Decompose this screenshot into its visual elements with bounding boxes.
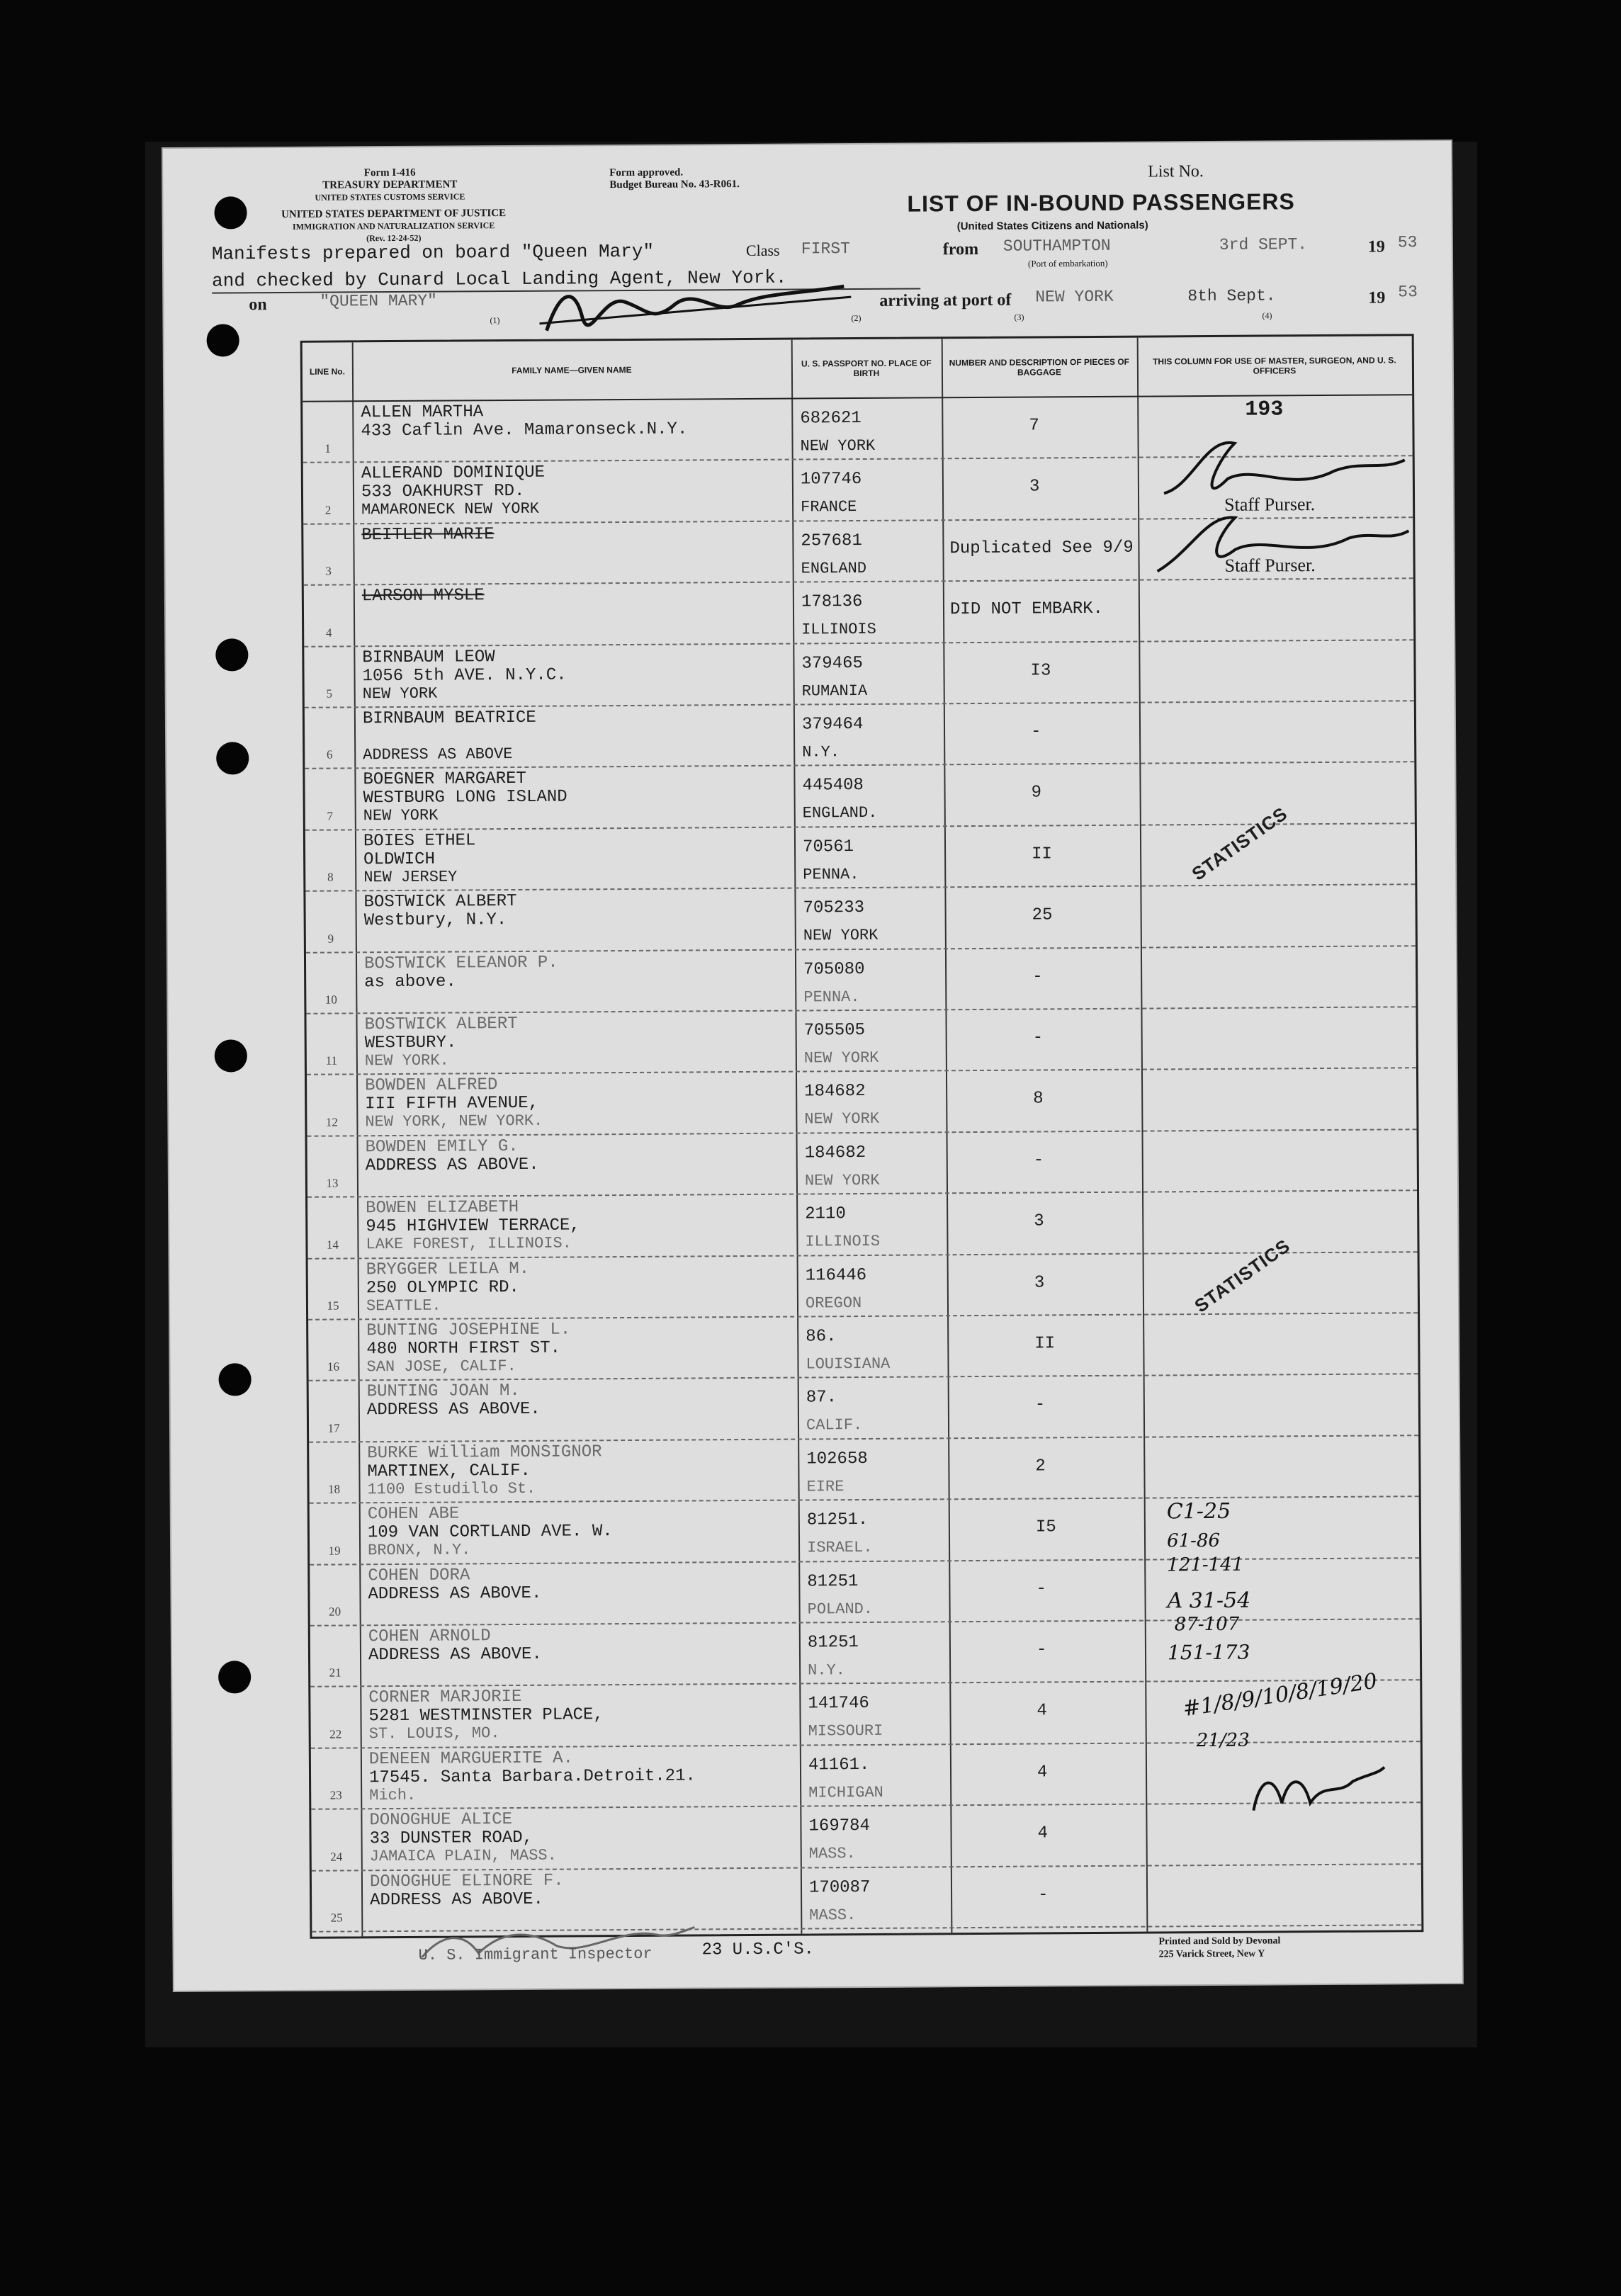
passport-number: 705505	[803, 1020, 866, 1041]
table-row-divider	[307, 1068, 1416, 1076]
passenger-address-1: ADDRESS AS ABOVE.	[370, 1889, 544, 1910]
staff-purser-1: Staff Purser.	[1224, 494, 1316, 515]
table-row-divider	[306, 945, 1416, 954]
passport-number: 41161.	[808, 1755, 870, 1775]
place-of-birth: NEW YORK	[803, 1048, 879, 1068]
place-of-birth: NEW YORK	[804, 1171, 880, 1190]
passenger-address-2: SEATTLE.	[366, 1296, 441, 1315]
year-prefix-2: 19	[1368, 288, 1386, 307]
revision: (Rev. 12-24-52)	[366, 232, 422, 244]
passport-number: 81251	[807, 1633, 859, 1653]
place-of-birth: CALIF.	[806, 1416, 863, 1435]
table-row-divider	[304, 577, 1413, 586]
baggage-count: 3	[1034, 1211, 1044, 1231]
passenger-address-1: 1056 5th AVE. N.Y.C.	[362, 665, 567, 686]
row-line-number: 16	[327, 1359, 340, 1374]
row-line-number: 18	[328, 1482, 341, 1496]
form-header-treasury	[298, 166, 482, 204]
passport-number: 102658	[806, 1449, 868, 1469]
printer-line-1: Printed and Sold by Devonal	[1158, 1935, 1281, 1947]
row-line-number: 25	[330, 1911, 343, 1925]
passport-number: 178136	[801, 592, 863, 612]
punch-hole	[218, 1661, 251, 1693]
year-prefix-1: 19	[1367, 237, 1385, 256]
row-line-number: 10	[324, 993, 337, 1007]
table-row-divider	[304, 639, 1413, 647]
row-line-number: 17	[327, 1421, 340, 1435]
passenger-address-2: NEW YORK	[362, 684, 438, 703]
passenger-address-1: OLDWICH	[363, 849, 436, 870]
customs-service: UNITED STATES CUSTOMS SERVICE	[315, 191, 465, 203]
port-caption: (Port of embarkation)	[1027, 257, 1108, 269]
form-header-justice	[281, 208, 507, 245]
page-title: LIST OF IN-BOUND PASSENGERS	[907, 188, 1295, 217]
row-line-number: 19	[328, 1544, 341, 1558]
budget-bureau: Budget Bureau No. 43-R061.	[609, 179, 740, 191]
passport-number: 86.	[806, 1327, 837, 1347]
passenger-name: BOIES ETHEL	[363, 831, 476, 852]
baggage-count: II	[1032, 844, 1053, 864]
caption-4: (4)	[1262, 310, 1272, 321]
baggage-count: -	[1030, 722, 1041, 742]
passenger-name: BOSTWICK ALBERT	[363, 892, 517, 912]
row-line-number: 5	[326, 686, 333, 701]
passenger-name: BEITLER MARIE	[361, 524, 495, 545]
table-row-divider	[307, 1189, 1417, 1198]
passenger-name: LARSON MYSLE	[361, 586, 485, 606]
manifest-line-1: Manifests prepared on board "Queen Mary"	[211, 240, 655, 265]
place-of-birth: N.Y.	[808, 1661, 846, 1680]
row-line-number: 22	[329, 1727, 342, 1741]
baggage-count: Duplicated See 9/9	[949, 538, 1134, 559]
baggage-count: 4	[1037, 1763, 1048, 1782]
row-line-number: 20	[329, 1605, 341, 1619]
table-row-divider	[310, 1557, 1419, 1566]
place-of-birth: ENGLAND	[801, 559, 867, 578]
passenger-address-2: ST. LOUIS, MO.	[368, 1724, 500, 1743]
passenger-address-2: NEW JERSEY	[363, 868, 458, 887]
passport-number: 116446	[805, 1265, 867, 1286]
place-of-birth: MASS.	[809, 1906, 857, 1925]
passenger-name: DENEEN MARGUERITE A.	[368, 1748, 574, 1770]
vessel-name: "QUEEN MARY"	[320, 291, 438, 311]
place-of-birth: MISSOURI	[808, 1722, 883, 1741]
baggage-count: 7	[1029, 416, 1039, 436]
passenger-name: BUNTING JOAN M.	[366, 1381, 520, 1402]
table-row-divider	[310, 1618, 1420, 1627]
passenger-table	[300, 334, 1424, 1939]
row-line-number: 12	[325, 1115, 338, 1129]
caption-3: (3)	[1014, 312, 1024, 322]
caption-2: (2)	[851, 312, 862, 324]
place-of-birth: RUMANIA	[801, 682, 868, 701]
place-of-birth: NEW YORK	[803, 927, 879, 945]
baggage-count: 4	[1037, 1823, 1049, 1843]
col-officers: THIS COLUMN FOR USE OF MASTER, SURGEON, AND U. S. OFFICERS	[1153, 355, 1396, 376]
row-line-number: 4	[325, 626, 332, 640]
officer-initials	[1246, 1753, 1389, 1817]
baggage-count: DID NOT EMBARK.	[949, 599, 1104, 620]
passenger-name: ALLERAND DOMINIQUE	[361, 463, 546, 484]
handwritten-sheets: #1/8/9/10/8/19/20	[1181, 1668, 1379, 1722]
baggage-count: -	[1033, 1150, 1044, 1170]
baggage-count: 8	[1033, 1089, 1044, 1109]
passenger-address-2: SAN JOSE, CALIF.	[366, 1357, 516, 1376]
table-row-divider	[306, 1006, 1416, 1014]
passenger-address-1: ADDRESS AS ABOVE.	[366, 1400, 541, 1420]
passenger-name: BOEGNER MARGARET	[363, 769, 526, 790]
passenger-name: BOSTWICK ELEANOR P.	[363, 953, 558, 973]
passport-number: 184682	[804, 1143, 866, 1163]
passport-number: 141746	[808, 1694, 869, 1714]
col-name: FAMILY NAME—GIVEN NAME	[512, 364, 632, 375]
from-date: 3rd SEPT.	[1219, 235, 1308, 254]
passport-number: 169784	[808, 1816, 870, 1836]
passport-number: 70561	[802, 837, 854, 857]
baggage-count: 3	[1029, 477, 1040, 497]
passenger-address-1: ADDRESS AS ABOVE.	[368, 1644, 542, 1666]
passenger-name: CORNER MARJORIE	[368, 1687, 522, 1708]
statistics-stamp-1: STATISTICS	[1187, 802, 1292, 885]
punch-hole	[216, 742, 249, 774]
handwritten-range-2: 61-86	[1166, 1529, 1221, 1552]
handwritten-range-5: 87-107	[1174, 1613, 1240, 1636]
place-of-birth: N.Y.	[802, 743, 840, 762]
passenger-name: COHEN ABE	[367, 1504, 460, 1525]
passenger-name: DONOGHUE ALICE	[369, 1810, 513, 1831]
punch-hole	[207, 324, 239, 356]
passenger-address-2: MAMARONECK NEW YORK	[361, 500, 540, 519]
passport-number: 682621	[800, 408, 862, 429]
passenger-address-2: Mich.	[369, 1786, 417, 1805]
row-line-number: 6	[326, 747, 333, 762]
passenger-address-1: MARTINEX, CALIF.	[367, 1461, 531, 1482]
place-of-birth: LOUISIANA	[806, 1355, 891, 1374]
passport-number: 705080	[803, 959, 865, 980]
baggage-count: -	[1034, 1395, 1046, 1415]
col-baggage: NUMBER AND DESCRIPTION OF PIECES OF BAGGAGE	[949, 356, 1130, 378]
statistics-stamp-2: STATISTICS	[1190, 1234, 1294, 1317]
passenger-address-2: JAMAICA PLAIN, MASS.	[369, 1846, 557, 1866]
passenger-name: BIRNBAUM BEATRICE	[362, 708, 536, 729]
passenger-name: BURKE William MONSIGNOR	[367, 1442, 602, 1464]
row-line-number: 9	[327, 932, 334, 946]
passenger-name: BIRNBAUM LEOW	[362, 647, 495, 667]
passenger-name: BOWDEN EMILY G.	[365, 1136, 519, 1158]
handwritten-sheets-2: 21/23	[1196, 1729, 1250, 1752]
manifest-page	[163, 141, 1462, 1991]
treasury-dept: TREASURY DEPARTMENT	[322, 179, 458, 191]
passenger-name: COHEN DORA	[368, 1565, 470, 1585]
usc-label: 23 U.S.C'S.	[701, 1940, 815, 1960]
table-row-divider	[305, 700, 1414, 708]
passenger-name: BUNTING JOSEPHINE L.	[366, 1320, 571, 1341]
passport-number: 87.	[806, 1388, 837, 1408]
sheet-number: 193	[1245, 397, 1284, 422]
printer-line-2: 225 Varick Street, New Y	[1158, 1948, 1265, 1960]
class-value: FIRST	[801, 239, 850, 259]
caption-1: (1)	[490, 315, 500, 326]
passenger-address-1: WESTBURG LONG ISLAND	[363, 787, 567, 808]
inspector-label: U. S. Immigrant Inspector	[418, 1945, 653, 1964]
passport-number: 81251	[807, 1571, 859, 1592]
passenger-address-1: WESTBURY.	[364, 1033, 457, 1053]
row-line-number: 11	[325, 1053, 338, 1068]
passenger-name: DONOGHUE ELINORE F.	[369, 1871, 564, 1891]
passenger-name: COHEN ARNOLD	[368, 1627, 491, 1647]
passport-number: 379465	[801, 653, 863, 674]
place-of-birth: NEW YORK	[804, 1110, 880, 1129]
page-subtitle: (United States Citizens and Nationals)	[956, 219, 1148, 233]
class-label: Class	[745, 241, 780, 259]
row-line-number: 23	[329, 1788, 342, 1802]
passenger-address-2: 1100 Estudillo St.	[367, 1479, 536, 1499]
handwritten-range-4: A 31-54	[1167, 1588, 1251, 1614]
passenger-address-2: LAKE FOREST, ILLINOIS.	[366, 1234, 572, 1254]
row-line-number: 15	[327, 1299, 339, 1313]
place-of-birth: FRANCE	[801, 498, 857, 516]
from-label: from	[942, 239, 979, 259]
list-no-label: List No.	[1148, 162, 1204, 181]
row-line-number: 13	[326, 1176, 339, 1190]
baggage-count: -	[1036, 1640, 1047, 1660]
passport-number: 170087	[808, 1877, 871, 1898]
col-line-no: LINE No.	[309, 366, 345, 377]
passenger-address-2: ADDRESS AS ABOVE	[363, 745, 513, 764]
place-of-birth: MASS.	[808, 1845, 856, 1863]
row-line-number: 3	[325, 564, 332, 578]
passenger-address-1: Westbury, N.Y.	[363, 910, 507, 931]
passenger-address-1: 17545. Santa Barbara.Detroit.21.	[368, 1766, 696, 1788]
ins-service: IMMIGRATION AND NATURALIZATION SERVICE	[292, 220, 495, 232]
place-of-birth: EIRE	[806, 1477, 845, 1496]
passenger-address-1: 33 DUNSTER ROAD,	[369, 1828, 533, 1849]
passenger-address-1: ADDRESS AS ABOVE.	[365, 1155, 539, 1176]
place-of-birth: ILLINOIS	[801, 621, 876, 639]
punch-hole	[214, 196, 247, 229]
place-of-birth: ILLINOIS	[805, 1233, 881, 1251]
purser-signature-2	[1150, 499, 1413, 578]
passport-number: 184682	[804, 1082, 866, 1102]
punch-hole	[215, 638, 248, 671]
place-of-birth: ENGLAND.	[802, 804, 878, 822]
passenger-address-2: BRONX, N.Y.	[368, 1541, 471, 1560]
staff-purser-2: Staff Purser.	[1224, 555, 1316, 576]
baggage-count: I3	[1030, 660, 1051, 681]
passenger-name: BRYGGER LEILA M.	[366, 1259, 530, 1279]
baggage-count: -	[1032, 1028, 1044, 1048]
arriving-label: arriving at port of	[879, 290, 1012, 310]
passenger-name: BOSTWICK ALBERT	[364, 1014, 518, 1035]
row-line-number: 21	[329, 1666, 341, 1680]
passport-number: 2110	[805, 1204, 846, 1224]
baggage-count: -	[1036, 1579, 1046, 1599]
passenger-address-1: ADDRESS AS ABOVE.	[368, 1583, 542, 1604]
passenger-name: BOWEN ELIZABETH	[366, 1198, 519, 1218]
baggage-count: II	[1034, 1334, 1056, 1354]
baggage-count: 3	[1034, 1273, 1045, 1293]
passenger-address-1: as above.	[364, 972, 456, 992]
row-line-number: 14	[326, 1238, 339, 1252]
form-header-approval	[609, 166, 793, 192]
place-of-birth: POLAND.	[807, 1600, 874, 1619]
manifest-line-2: and checked by Cunard Local Landing Agent, New York.	[212, 266, 787, 292]
passport-number: 379464	[801, 714, 864, 735]
passport-number: 705233	[803, 898, 865, 918]
passenger-address-2: NEW YORK, NEW YORK.	[365, 1112, 543, 1131]
place-of-birth: PENNA.	[803, 988, 860, 1007]
row-line-number: 7	[327, 809, 334, 823]
table-row-divider	[308, 1312, 1418, 1321]
table-row-divider	[305, 883, 1415, 892]
year-1: 53	[1397, 233, 1418, 252]
passenger-address-1: 5281 WESTMINSTER PLACE,	[368, 1705, 604, 1726]
passenger-address-1: 533 OAKHURST RD.	[361, 482, 525, 502]
form-approved: Form approved.	[609, 166, 684, 179]
punch-hole	[218, 1363, 251, 1396]
passenger-address-1: III FIFTH AVENUE,	[365, 1094, 539, 1114]
handwritten-range-1: C1-25	[1166, 1498, 1231, 1525]
from-value: SOUTHAMPTON	[1002, 236, 1111, 256]
place-of-birth: MICHIGAN	[808, 1783, 883, 1802]
passenger-address-2: NEW YORK.	[364, 1051, 449, 1070]
passport-number: 257681	[801, 531, 862, 551]
col-passport: U. S. PASSPORT NO. PLACE OF BIRTH	[801, 358, 932, 379]
baggage-count: 9	[1031, 783, 1042, 803]
baggage-count: I5	[1035, 1517, 1056, 1537]
baggage-count: 25	[1032, 905, 1053, 925]
baggage-count: -	[1032, 967, 1043, 987]
row-line-number: 1	[324, 441, 331, 456]
passenger-address-1: 945 HIGHVIEW TERRACE,	[366, 1216, 580, 1237]
baggage-count: 2	[1035, 1457, 1046, 1476]
passenger-address-2: NEW YORK	[363, 807, 439, 825]
place-of-birth: ISRAEL.	[807, 1539, 873, 1557]
passenger-address-1: 480 NORTH FIRST ST.	[366, 1338, 561, 1359]
form-number: Form I-416	[363, 166, 416, 179]
justice-dept: UNITED STATES DEPARTMENT OF JUSTICE	[281, 208, 507, 220]
year-2: 53	[1398, 283, 1418, 302]
place-of-birth: PENNA.	[803, 865, 859, 884]
on-label: on	[249, 295, 267, 315]
arrival-date: 8th Sept.	[1187, 286, 1276, 306]
arrival-port: NEW YORK	[1035, 287, 1114, 307]
passenger-name: BOWDEN ALFRED	[365, 1075, 498, 1096]
baggage-count: -	[1037, 1885, 1049, 1905]
passport-number: 445408	[802, 776, 864, 796]
place-of-birth: NEW YORK	[800, 436, 876, 456]
punch-hole	[215, 1039, 247, 1072]
passport-number: 81251.	[806, 1510, 869, 1530]
passenger-address-1: 433 Caflin Ave. Mamaronseck.N.Y.	[361, 419, 688, 441]
passenger-name: ALLEN MARTHA	[361, 402, 484, 423]
baggage-count: 4	[1037, 1701, 1047, 1721]
handwritten-range-3: 121-141	[1167, 1554, 1244, 1576]
row-line-number: 8	[327, 870, 334, 884]
row-line-number: 24	[330, 1850, 343, 1864]
handwritten-range-6: 151-173	[1167, 1640, 1250, 1665]
passenger-address-1: 250 OLYMPIC RD.	[366, 1277, 519, 1298]
place-of-birth: OREGON	[805, 1294, 862, 1313]
passenger-address-1: 109 VAN CORTLAND AVE. W.	[367, 1522, 613, 1543]
row-line-number: 2	[324, 503, 332, 517]
passport-number: 107746	[800, 470, 862, 490]
table-row-divider	[309, 1435, 1418, 1443]
